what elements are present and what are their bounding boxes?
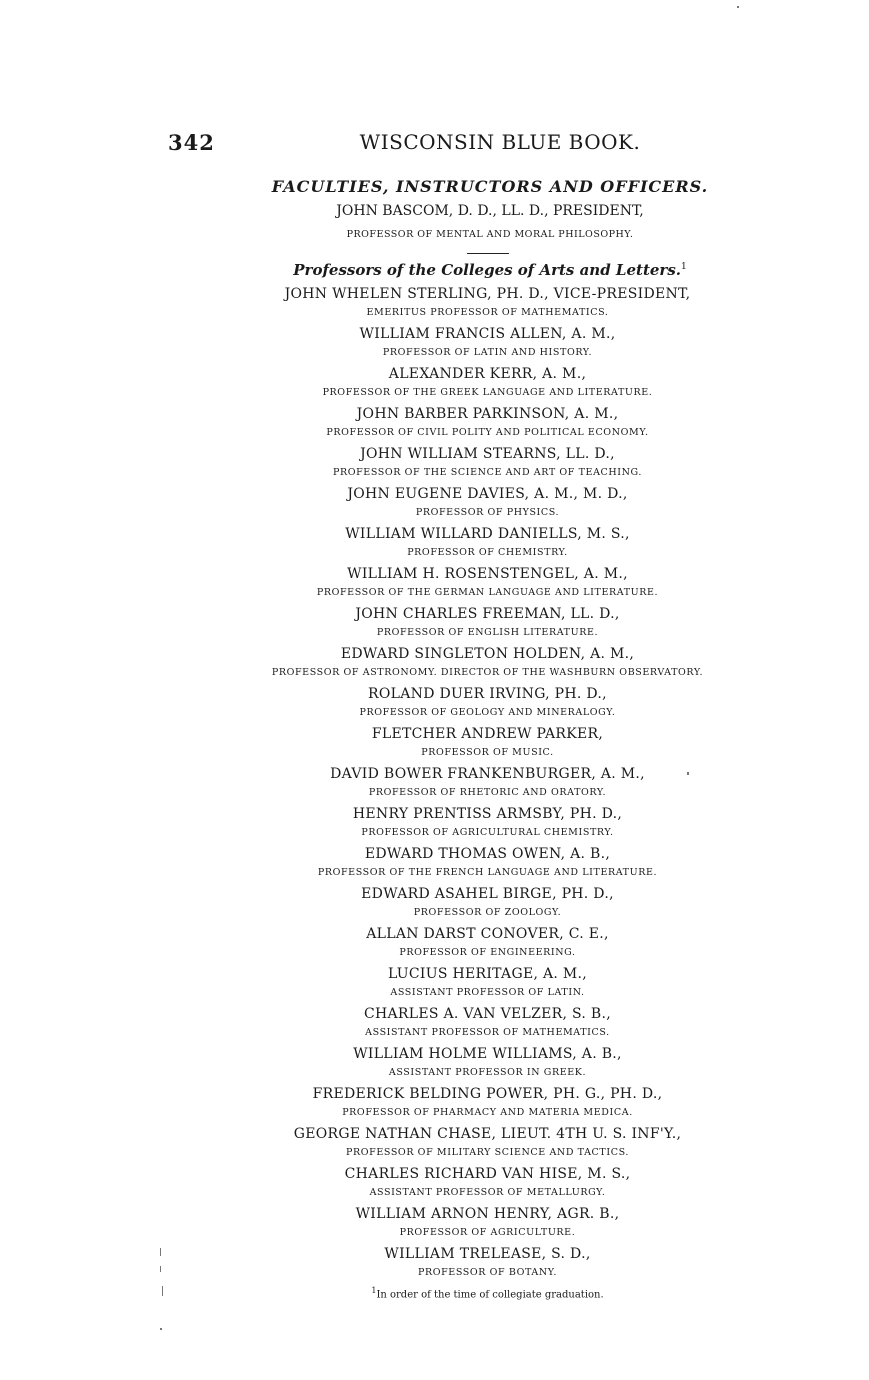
faculty-name: JOHN WILLIAM STEARNS, LL. D., <box>360 446 615 462</box>
faculty-role: PROFESSOR OF PHYSICS. <box>415 507 560 518</box>
faculty-entry <box>0 484 869 524</box>
faculty-entry <box>0 524 869 564</box>
footnote-text: In order of the time of collegiate graduation. <box>376 1289 604 1301</box>
section-title: FACULTIES, INSTRUCTORS AND OFFICERS. <box>271 177 709 196</box>
footnote <box>0 1286 869 1300</box>
faculty-entry <box>0 644 869 684</box>
faculty-entry <box>0 764 869 804</box>
faculty-name: JOHN BARBER PARKINSON, A. M., <box>356 406 619 422</box>
faculty-name: JOHN WHELEN STERLING, PH. D., VICE-PRESIDENT, <box>284 286 691 302</box>
print-speck <box>737 6 739 8</box>
faculty-name: WILLIAM TRELEASE, S. D., <box>384 1246 591 1262</box>
faculty-name: DAVID BOWER FRANKENBURGER, A. M., <box>330 766 645 782</box>
faculty-name: CHARLES RICHARD VAN HISE, M. S., <box>344 1166 631 1182</box>
faculty-name: FLETCHER ANDREW PARKER, <box>371 726 604 742</box>
faculty-role: PROFESSOR OF RHETORIC AND ORATORY. <box>368 787 607 798</box>
faculty-entry <box>0 884 869 924</box>
running-title: WISCONSIN BLUE BOOK. <box>359 130 641 154</box>
faculty-name: ALLAN DARST CONOVER, C. E., <box>366 926 609 942</box>
faculty-entry <box>0 1004 869 1044</box>
faculty-name: WILLIAM FRANCIS ALLEN, A. M., <box>359 326 616 342</box>
faculty-name: JOHN CHARLES FREEMAN, LL. D., <box>355 606 620 622</box>
faculty-name: LUCIUS HERITAGE, A. M., <box>387 966 588 982</box>
faculty-role: PROFESSOR OF BOTANY. <box>417 1267 558 1278</box>
faculty-entry <box>0 1044 869 1084</box>
faculty-role: PROFESSOR OF MUSIC. <box>421 747 554 758</box>
faculty-entry <box>0 604 869 644</box>
faculty-name: JOHN EUGENE DAVIES, A. M., M. D., <box>347 486 628 502</box>
subsection-footnote-marker: 1 <box>681 262 687 272</box>
faculty-name: WILLIAM WILLARD DANIELLS, M. S., <box>345 526 630 542</box>
president-name: JOHN BASCOM, D. D., LL. D., PRESIDENT, <box>336 203 644 219</box>
faculty-role: ASSISTANT PROFESSOR OF LATIN. <box>390 987 585 998</box>
faculty-entry <box>0 844 869 884</box>
faculty-entry <box>0 804 869 844</box>
faculty-entry <box>0 324 869 364</box>
faculty-role: ASSISTANT PROFESSOR OF METALLURGY. <box>369 1187 606 1198</box>
faculty-entry <box>0 924 869 964</box>
faculty-entry <box>0 444 869 484</box>
faculty-role: PROFESSOR OF THE GREEK LANGUAGE AND LITERATURE. <box>322 387 653 398</box>
faculty-name: HENRY PRENTISS ARMSBY, PH. D., <box>352 806 623 822</box>
faculty-roster <box>0 284 869 1284</box>
faculty-role: PROFESSOR OF THE GERMAN LANGUAGE AND LITERATURE. <box>316 587 659 598</box>
faculty-role: PROFESSOR OF MILITARY SCIENCE AND TACTICS. <box>346 1147 629 1158</box>
subsection-title <box>0 261 869 279</box>
faculty-role: PROFESSOR OF THE SCIENCE AND ART OF TEACHING. <box>332 467 643 478</box>
footnote-marker: 1 <box>371 1286 377 1295</box>
faculty-entry <box>0 284 869 324</box>
faculty-role: PROFESSOR OF PHARMACY AND MATERIA MEDICA. <box>342 1107 633 1118</box>
faculty-role: EMERITUS PROFESSOR OF MATHEMATICS. <box>366 307 609 318</box>
faculty-name: ALEXANDER KERR, A. M., <box>388 366 587 382</box>
subsection-title-text: Professors of the Colleges of Arts and Letters. <box>293 261 681 279</box>
faculty-name: WILLIAM ARNON HENRY, AGR. B., <box>355 1206 620 1222</box>
faculty-role: PROFESSOR OF AGRICULTURAL CHEMISTRY. <box>361 827 614 838</box>
faculty-entry <box>0 1084 869 1124</box>
print-speck <box>160 1248 161 1256</box>
faculty-entry <box>0 1124 869 1164</box>
print-speck <box>160 1266 161 1272</box>
faculty-role: ASSISTANT PROFESSOR OF MATHEMATICS. <box>365 1027 610 1038</box>
section-divider <box>467 253 509 254</box>
faculty-name: EDWARD ASAHEL BIRGE, PH. D., <box>361 886 614 902</box>
faculty-name: WILLIAM HOLME WILLIAMS, A. B., <box>353 1046 622 1062</box>
faculty-role: PROFESSOR OF CHEMISTRY. <box>407 547 568 558</box>
faculty-role: PROFESSOR OF THE FRENCH LANGUAGE AND LITERATURE. <box>317 867 658 878</box>
faculty-entry <box>0 1244 869 1284</box>
page-number: 342 <box>168 130 215 155</box>
print-speck <box>160 1328 162 1330</box>
faculty-entry <box>0 564 869 604</box>
faculty-role: ASSISTANT PROFESSOR IN GREEK. <box>388 1067 587 1078</box>
faculty-name: CHARLES A. VAN VELZER, S. B., <box>363 1006 611 1022</box>
faculty-name: EDWARD SINGLETON HOLDEN, A. M., <box>340 646 635 662</box>
faculty-entry <box>0 1204 869 1244</box>
faculty-entry <box>0 364 869 404</box>
faculty-name: FREDERICK BELDING POWER, PH. G., PH. D., <box>312 1086 663 1102</box>
faculty-name: GEORGE NATHAN CHASE, LIEUT. 4TH U. S. INF'Y., <box>293 1126 682 1142</box>
president-title: PROFESSOR OF MENTAL AND MORAL PHILOSOPHY. <box>346 229 634 240</box>
faculty-name: WILLIAM H. ROSENSTENGEL, A. M., <box>347 566 628 582</box>
faculty-entry <box>0 724 869 764</box>
faculty-entry <box>0 684 869 724</box>
faculty-role: PROFESSOR OF CIVIL POLITY AND POLITICAL ECONOMY. <box>326 427 649 438</box>
faculty-name: EDWARD THOMAS OWEN, A. B., <box>364 846 611 862</box>
faculty-entry <box>0 1164 869 1204</box>
faculty-role: PROFESSOR OF ENGINEERING. <box>399 947 576 958</box>
faculty-role: PROFESSOR OF ZOOLOGY. <box>413 907 562 918</box>
print-speck <box>162 1286 163 1296</box>
faculty-role: PROFESSOR OF ENGLISH LITERATURE. <box>376 627 599 638</box>
faculty-entry <box>0 404 869 444</box>
faculty-name: ROLAND DUER IRVING, PH. D., <box>368 686 607 702</box>
faculty-entry <box>0 964 869 1004</box>
faculty-role: PROFESSOR OF ASTRONOMY. DIRECTOR OF THE WASHBURN OBSERVATORY. <box>271 667 704 678</box>
print-speck <box>687 772 689 775</box>
faculty-role: PROFESSOR OF AGRICULTURE. <box>399 1227 576 1238</box>
faculty-role: PROFESSOR OF GEOLOGY AND MINERALOGY. <box>359 707 616 718</box>
faculty-role: PROFESSOR OF LATIN AND HISTORY. <box>382 347 593 358</box>
